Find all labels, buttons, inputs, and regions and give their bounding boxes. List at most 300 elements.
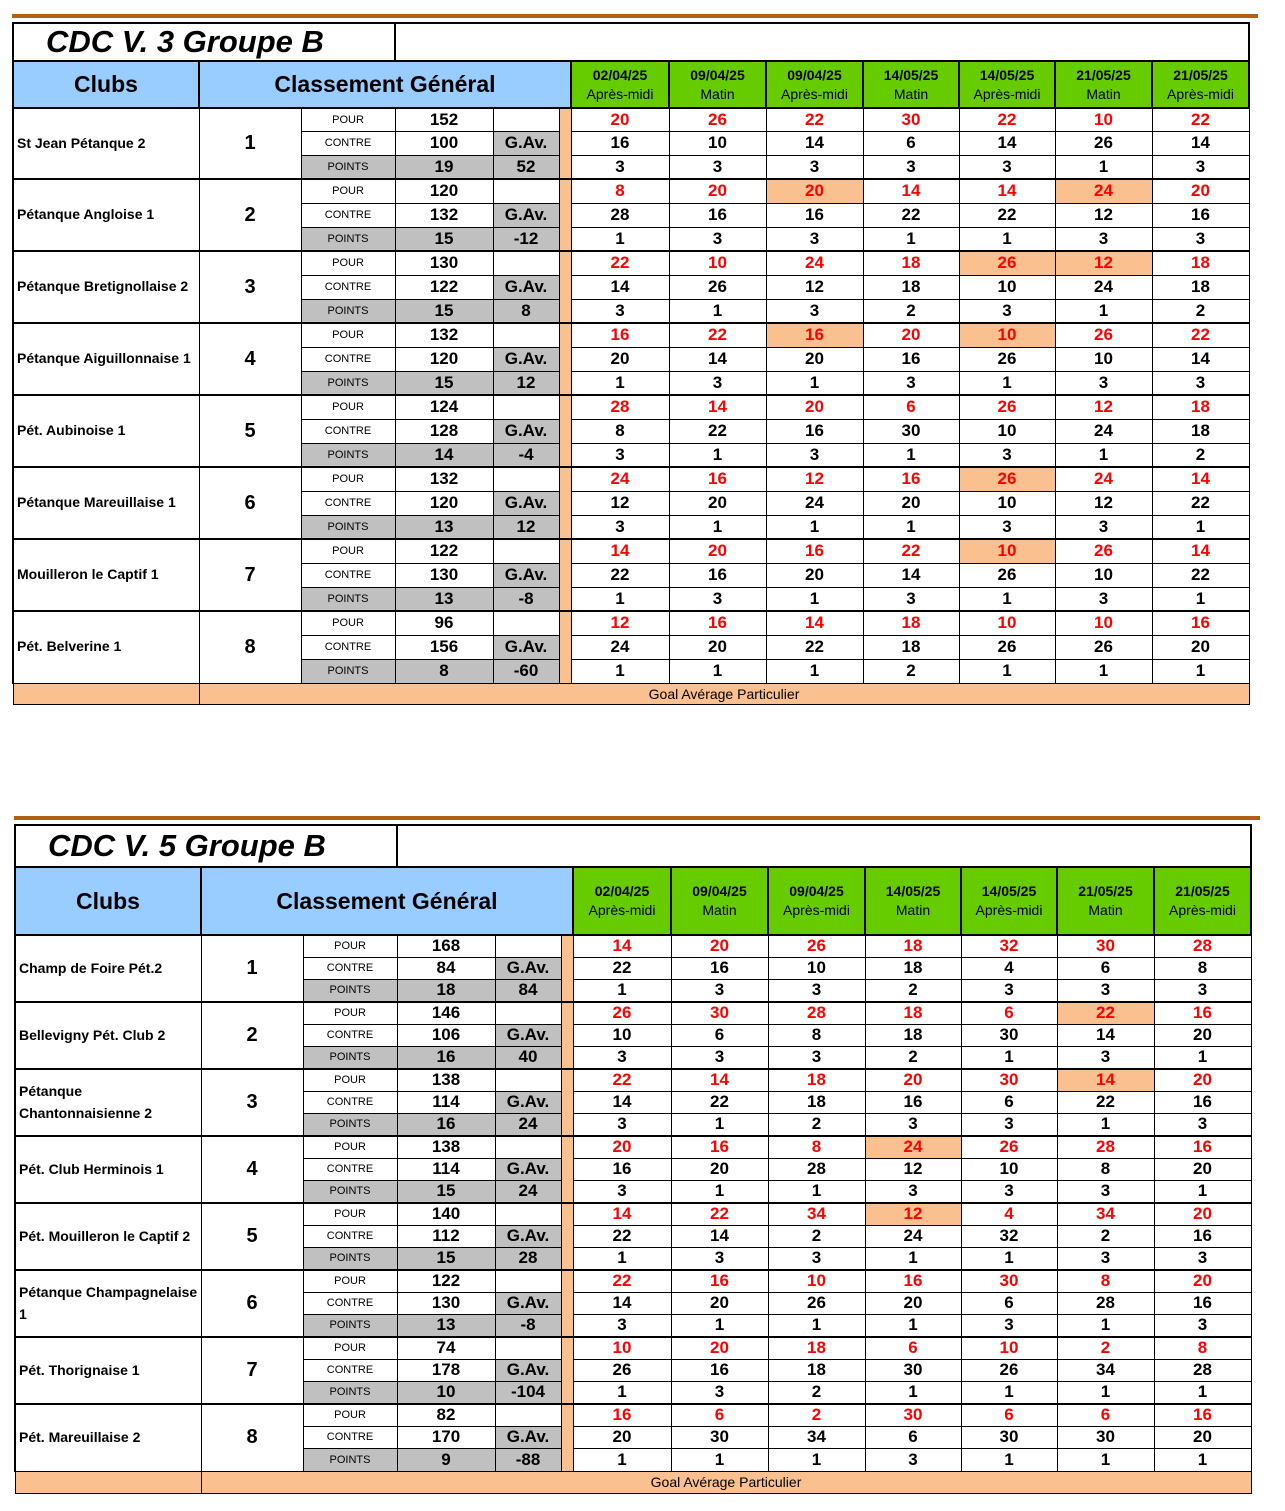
table-row [15, 1203, 1251, 1225]
contre-score: 30 [961, 1426, 1057, 1448]
points-score: 3 [571, 299, 669, 323]
table-row [13, 251, 1249, 275]
contre-label: CONTRE [301, 131, 395, 155]
period-label: Matin [702, 902, 737, 918]
contre-score: 22 [573, 1225, 671, 1247]
club-rank: 5 [199, 395, 301, 467]
points-score: 2 [863, 299, 959, 323]
separator [561, 935, 573, 1002]
pour-score: 20 [865, 1069, 961, 1091]
pour-score: 22 [573, 1069, 671, 1091]
separator [561, 1404, 573, 1471]
contre-score: 22 [573, 957, 671, 979]
pour-score: 18 [865, 935, 961, 957]
gav-value: 40 [495, 1046, 561, 1069]
points-score: 3 [961, 1314, 1057, 1337]
contre-score: 20 [863, 491, 959, 515]
gav-label: G.Av. [495, 957, 561, 979]
contre-score: 14 [671, 1225, 768, 1247]
gav-blank [493, 395, 559, 419]
gav-blank [495, 1002, 561, 1024]
points-score: 1 [573, 1247, 671, 1270]
points-score: 1 [961, 1046, 1057, 1069]
points-label: POINTS [303, 1046, 397, 1069]
contre-total: 84 [397, 957, 495, 979]
separator [559, 611, 571, 683]
table-row [15, 1337, 1251, 1359]
date-header [571, 61, 669, 108]
contre-score: 18 [768, 1359, 865, 1381]
points-score: 1 [1152, 515, 1249, 539]
period-label: Après-midi [975, 902, 1043, 918]
pour-score: 30 [865, 1404, 961, 1426]
clubs-header: Clubs [13, 61, 199, 108]
pour-score: 16 [766, 539, 863, 563]
pour-score: 18 [1152, 395, 1249, 419]
points-score: 1 [865, 1381, 961, 1404]
club-name: Pétanque Chantonnaisienne 2 [15, 1069, 201, 1136]
points-score: 1 [865, 1314, 961, 1337]
points-score: 1 [671, 1180, 768, 1203]
contre-score: 2 [1057, 1225, 1154, 1247]
gav-value: -4 [493, 443, 559, 467]
contre-score: 16 [671, 957, 768, 979]
contre-score: 26 [768, 1292, 865, 1314]
gav-label: G.Av. [493, 347, 559, 371]
pour-score: 22 [1152, 323, 1249, 347]
points-score: 3 [961, 1113, 1057, 1136]
gav-label: G.Av. [495, 1359, 561, 1381]
points-score: 1 [766, 587, 863, 611]
pour-score: 6 [671, 1404, 768, 1426]
date-label: 09/04/25 [787, 66, 842, 83]
pour-score: 24 [766, 251, 863, 275]
contre-label: CONTRE [301, 491, 395, 515]
date-header [1055, 61, 1152, 108]
pour-label: POUR [301, 179, 395, 203]
pour-label: POUR [301, 467, 395, 491]
points-total: 10 [397, 1381, 495, 1404]
points-score: 3 [1057, 1046, 1154, 1069]
points-score: 3 [1154, 1113, 1251, 1136]
points-score: 3 [571, 155, 669, 179]
points-score: 3 [1055, 371, 1152, 395]
club-rank: 2 [199, 179, 301, 251]
date-header [1154, 867, 1251, 935]
points-score: 1 [1154, 1448, 1251, 1471]
footer-blank [13, 683, 199, 704]
gav-label: G.Av. [493, 563, 559, 587]
pour-score: 18 [768, 1069, 865, 1091]
contre-total: 170 [397, 1426, 495, 1448]
date-header [768, 867, 865, 935]
date-label: 21/05/25 [1078, 883, 1133, 900]
points-score: 3 [669, 587, 766, 611]
title-row [13, 23, 1249, 61]
contre-total: 178 [397, 1359, 495, 1381]
contre-score: 16 [573, 1158, 671, 1180]
gav-blank [495, 1404, 561, 1426]
footer-label: Goal Avérage Particulier [201, 1471, 1251, 1493]
top-border-line [12, 14, 1258, 18]
points-score: 3 [959, 299, 1055, 323]
contre-score: 30 [961, 1024, 1057, 1046]
period-label: Matin [1086, 85, 1121, 102]
points-total: 19 [395, 155, 493, 179]
pour-score: 16 [671, 1136, 768, 1158]
date-header [766, 61, 863, 108]
points-total: 15 [395, 299, 493, 323]
pour-score: 16 [571, 323, 669, 347]
pour-total: 132 [395, 467, 493, 491]
contre-label: CONTRE [301, 203, 395, 227]
contre-total: 132 [395, 203, 493, 227]
pour-score: 14 [1057, 1069, 1154, 1091]
gav-blank [495, 935, 561, 957]
points-score: 3 [1154, 1314, 1251, 1337]
contre-score: 10 [959, 491, 1055, 515]
contre-score: 16 [669, 203, 766, 227]
pour-total: 152 [395, 108, 493, 131]
contre-score: 6 [865, 1426, 961, 1448]
separator [559, 539, 571, 611]
separator [559, 179, 571, 251]
contre-label: CONTRE [303, 957, 397, 979]
table-row [15, 1002, 1251, 1024]
gav-label: G.Av. [493, 275, 559, 299]
points-score: 3 [768, 1046, 865, 1069]
contre-score: 16 [766, 419, 863, 443]
gav-value: -104 [495, 1381, 561, 1404]
points-score: 3 [865, 1113, 961, 1136]
pour-score: 10 [768, 1270, 865, 1292]
contre-score: 10 [1055, 563, 1152, 587]
club-name: Mouilleron le Captif 1 [13, 539, 199, 611]
pour-score: 16 [669, 611, 766, 635]
pour-score: 34 [768, 1203, 865, 1225]
pour-total: 120 [395, 179, 493, 203]
footer-label: Goal Avérage Particulier [199, 683, 1249, 704]
club-name: Pétanque Mareuillaise 1 [13, 467, 199, 539]
gav-value: 24 [495, 1113, 561, 1136]
points-score: 3 [961, 979, 1057, 1002]
contre-score: 20 [671, 1158, 768, 1180]
points-score: 1 [768, 1180, 865, 1203]
contre-score: 16 [766, 203, 863, 227]
pour-score: 8 [571, 179, 669, 203]
contre-score: 6 [961, 1292, 1057, 1314]
table-row [15, 1270, 1251, 1292]
contre-score: 34 [768, 1426, 865, 1448]
points-score: 1 [959, 587, 1055, 611]
points-label: POINTS [303, 1180, 397, 1203]
club-name: Pét. Mareuillaise 2 [15, 1404, 201, 1471]
points-score: 1 [1057, 1113, 1154, 1136]
pour-score: 6 [961, 1404, 1057, 1426]
pour-score: 6 [1057, 1404, 1154, 1426]
pour-score: 18 [1152, 251, 1249, 275]
gav-value: 52 [493, 155, 559, 179]
contre-total: 130 [395, 563, 493, 587]
gav-blank [495, 1136, 561, 1158]
table-row [13, 323, 1249, 347]
table-row [13, 539, 1249, 563]
club-rank: 6 [201, 1270, 303, 1337]
club-name: Pétanque Aiguillonnaise 1 [13, 323, 199, 395]
pour-score: 20 [573, 1136, 671, 1158]
club-rank: 7 [201, 1337, 303, 1404]
contre-score: 12 [865, 1158, 961, 1180]
gav-label: G.Av. [495, 1426, 561, 1448]
contre-score: 14 [766, 131, 863, 155]
pour-total: 168 [397, 935, 495, 957]
pour-score: 12 [1055, 395, 1152, 419]
points-score: 1 [865, 1247, 961, 1270]
period-label: Matin [895, 902, 931, 918]
contre-score: 24 [865, 1225, 961, 1247]
contre-score: 26 [959, 563, 1055, 587]
contre-total: 114 [397, 1158, 495, 1180]
contre-score: 20 [1154, 1158, 1251, 1180]
points-total: 14 [395, 443, 493, 467]
pour-score: 8 [768, 1136, 865, 1158]
pour-total: 140 [397, 1203, 495, 1225]
club-rank: 1 [199, 108, 301, 179]
gav-label: G.Av. [495, 1024, 561, 1046]
points-label: POINTS [301, 443, 395, 467]
points-score: 3 [571, 443, 669, 467]
pour-score: 6 [961, 1002, 1057, 1024]
table-row [13, 108, 1249, 131]
points-score: 3 [863, 371, 959, 395]
gav-value: -88 [495, 1448, 561, 1471]
points-score: 1 [1055, 443, 1152, 467]
contre-score: 10 [1055, 347, 1152, 371]
pour-score: 16 [573, 1404, 671, 1426]
contre-label: CONTRE [303, 1158, 397, 1180]
table-row [15, 935, 1251, 957]
date-label: 09/04/25 [690, 66, 745, 83]
contre-score: 16 [1152, 203, 1249, 227]
pour-score: 16 [766, 323, 863, 347]
contre-score: 14 [1152, 347, 1249, 371]
points-score: 3 [1152, 371, 1249, 395]
points-total: 15 [397, 1247, 495, 1270]
pour-score: 34 [1057, 1203, 1154, 1225]
points-total: 13 [395, 587, 493, 611]
contre-score: 20 [573, 1426, 671, 1448]
pour-score: 4 [961, 1203, 1057, 1225]
pour-score: 16 [863, 467, 959, 491]
contre-score: 6 [863, 131, 959, 155]
gav-blank [493, 108, 559, 131]
contre-score: 24 [1055, 275, 1152, 299]
gav-label: G.Av. [495, 1158, 561, 1180]
gav-value: -12 [493, 227, 559, 251]
contre-score: 22 [863, 203, 959, 227]
points-label: POINTS [301, 227, 395, 251]
contre-score: 14 [669, 347, 766, 371]
points-score: 2 [768, 1113, 865, 1136]
pour-score: 26 [961, 1136, 1057, 1158]
table-row [13, 179, 1249, 203]
date-label: 02/04/25 [594, 883, 650, 900]
points-score: 3 [766, 299, 863, 323]
points-total: 8 [395, 659, 493, 683]
club-name: Pét. Thorignaise 1 [15, 1337, 201, 1404]
points-label: POINTS [301, 371, 395, 395]
pour-label: POUR [303, 1069, 397, 1091]
pour-score: 10 [959, 539, 1055, 563]
points-total: 16 [397, 1046, 495, 1069]
gav-blank [493, 323, 559, 347]
points-score: 3 [1057, 1247, 1154, 1270]
pour-score: 26 [573, 1002, 671, 1024]
contre-score: 12 [1055, 491, 1152, 515]
pour-score: 12 [571, 611, 669, 635]
pour-score: 20 [766, 179, 863, 203]
pour-total: 122 [397, 1270, 495, 1292]
points-score: 3 [669, 155, 766, 179]
contre-score: 22 [766, 635, 863, 659]
header-row [13, 61, 1249, 108]
pour-score: 20 [1152, 179, 1249, 203]
points-score: 1 [1154, 1046, 1251, 1069]
date-label: 14/05/25 [883, 66, 939, 83]
points-score: 1 [1057, 1448, 1154, 1471]
points-label: POINTS [303, 1247, 397, 1270]
points-score: 2 [768, 1381, 865, 1404]
club-rank: 7 [199, 539, 301, 611]
date-label: 21/05/25 [1173, 66, 1228, 83]
points-label: POINTS [301, 299, 395, 323]
separator [559, 323, 571, 395]
points-label: POINTS [301, 155, 395, 179]
pour-total: 96 [395, 611, 493, 635]
date-header [863, 61, 959, 108]
contre-score: 6 [961, 1091, 1057, 1113]
points-score: 3 [573, 1113, 671, 1136]
pour-score: 16 [671, 1270, 768, 1292]
pour-score: 22 [863, 539, 959, 563]
contre-score: 22 [959, 203, 1055, 227]
points-score: 1 [1154, 1381, 1251, 1404]
pour-score: 26 [1055, 539, 1152, 563]
date-header [669, 61, 766, 108]
pour-score: 14 [671, 1069, 768, 1091]
points-score: 3 [1055, 227, 1152, 251]
pour-score: 26 [959, 395, 1055, 419]
date-header [1152, 61, 1249, 108]
points-score: 3 [1057, 1180, 1154, 1203]
period-label: Après-midi [973, 85, 1041, 102]
points-score: 2 [1152, 443, 1249, 467]
club-name: Pét. Aubinoise 1 [13, 395, 199, 467]
points-score: 1 [961, 1381, 1057, 1404]
contre-score: 8 [768, 1024, 865, 1046]
contre-score: 20 [766, 563, 863, 587]
pour-total: 82 [397, 1404, 495, 1426]
points-score: 1 [961, 1448, 1057, 1471]
pour-score: 6 [865, 1337, 961, 1359]
pour-score: 20 [669, 179, 766, 203]
pour-score: 22 [573, 1270, 671, 1292]
classement-general-header: Classement Général [201, 867, 573, 935]
pour-label: POUR [301, 108, 395, 131]
table-row [15, 1069, 1251, 1091]
pour-total: 138 [397, 1136, 495, 1158]
header-row [15, 867, 1251, 935]
points-total: 15 [395, 371, 493, 395]
pour-score: 14 [1152, 467, 1249, 491]
club-rank: 8 [199, 611, 301, 683]
pour-score: 22 [1057, 1002, 1154, 1024]
pour-score: 20 [669, 539, 766, 563]
gav-value: -60 [493, 659, 559, 683]
contre-score: 26 [1055, 635, 1152, 659]
pour-score: 18 [863, 611, 959, 635]
contre-score: 26 [1055, 131, 1152, 155]
points-score: 3 [863, 155, 959, 179]
contre-score: 22 [671, 1091, 768, 1113]
club-name: Champ de Foire Pét.2 [15, 935, 201, 1002]
separator [561, 1337, 573, 1404]
pour-score: 26 [669, 108, 766, 131]
points-total: 13 [395, 515, 493, 539]
contre-score: 28 [1057, 1292, 1154, 1314]
separator [559, 395, 571, 467]
points-label: POINTS [303, 979, 397, 1002]
pour-score: 10 [1055, 611, 1152, 635]
pour-label: POUR [301, 251, 395, 275]
points-score: 1 [671, 1314, 768, 1337]
points-score: 1 [669, 659, 766, 683]
title-blank [395, 23, 1249, 61]
contre-score: 28 [571, 203, 669, 227]
pour-score: 24 [1055, 467, 1152, 491]
points-score: 1 [571, 371, 669, 395]
points-score: 3 [671, 1381, 768, 1404]
points-total: 13 [397, 1314, 495, 1337]
pour-label: POUR [303, 1136, 397, 1158]
contre-total: 106 [397, 1024, 495, 1046]
points-score: 2 [865, 979, 961, 1002]
gav-value: -8 [495, 1314, 561, 1337]
pour-score: 20 [1154, 1203, 1251, 1225]
points-score: 1 [1154, 1180, 1251, 1203]
points-score: 3 [671, 1247, 768, 1270]
club-rank: 1 [201, 935, 303, 1002]
contre-label: CONTRE [303, 1292, 397, 1314]
club-name: Pét. Belverine 1 [13, 611, 199, 683]
contre-score: 16 [669, 563, 766, 587]
points-score: 1 [573, 1381, 671, 1404]
contre-score: 26 [669, 275, 766, 299]
points-score: 1 [766, 515, 863, 539]
pour-score: 18 [865, 1002, 961, 1024]
contre-score: 8 [571, 419, 669, 443]
separator [561, 1203, 573, 1270]
pour-score: 30 [863, 108, 959, 131]
pour-score: 10 [573, 1337, 671, 1359]
gav-blank [493, 539, 559, 563]
pour-total: 138 [397, 1069, 495, 1091]
points-score: 1 [1055, 659, 1152, 683]
date-header [865, 867, 961, 935]
pour-score: 30 [671, 1002, 768, 1024]
contre-label: CONTRE [303, 1225, 397, 1247]
date-header [573, 867, 671, 935]
